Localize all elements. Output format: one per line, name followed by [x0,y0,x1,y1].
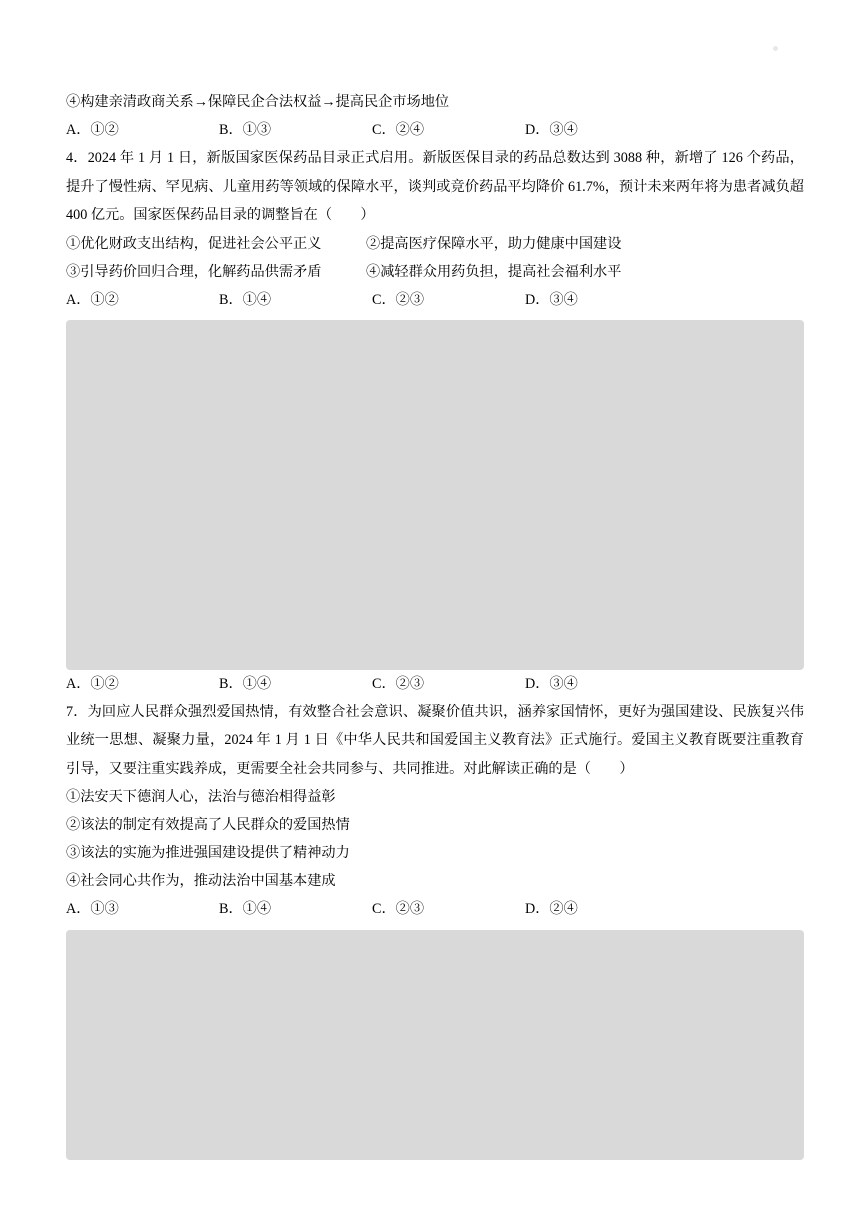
question-4-stem: 4．2024 年 1 月 1 日，新版国家医保药品目录正式启用。新版医保目录的药品总数达到 3088 种，新增了 126 个药品，提升了慢性病、罕见病、儿童用药等领域的保障水平，谈判或竞价药品平均降价 61.7%，预计未来两年将为患者减负超 400 亿元。国家医保药品目录的调整旨在（ ） [66,150,804,223]
option-c[interactable]: C．②③ [372,675,425,692]
question-4-sub-2 [66,258,804,286]
options-q3 [66,116,804,144]
chain-statement-4: ④构建亲清政商关系→保障民企合法权益→提高民企市场地位 [66,94,450,110]
option-d[interactable]: D．③④ [525,291,578,308]
question-5-6-image-placeholder [66,320,804,670]
document-content [66,88,804,1160]
sub-option-1: ①优化财政支出结构，促进社会公平正义 [66,235,322,252]
question-7-sub-2: ②该法的制定有效提高了人民群众的爱国热情 [66,817,350,833]
question-8-image-placeholder [66,930,804,1160]
option-c[interactable]: C．②③ [372,901,425,917]
page-corner-mark [773,46,778,51]
option-c[interactable]: C．②③ [372,291,425,308]
question-7-sub-3: ③该法的实施为推进强国建设提供了精神动力 [66,845,350,861]
option-a[interactable]: A．①② [66,122,119,138]
question-7-sub-1: ①法安天下德润人心，法治与德治相得益彰 [66,789,336,805]
question-7-sub-4: ④社会同心共作为，推动法治中国基本建成 [66,873,336,889]
question-7-stem: 7．为回应人民群众强烈爱国热情，有效整合社会意识、凝聚价值共识，涵养家国情怀，更好为强国建设、民族复兴伟业统一思想、凝聚力量，2024 年 1 月 1 日《中华人民共和国爱国主义教育法》正式施行。爱国主义教育既要注重教育引导，又要注重实践养成，更需要全社会共同参与、共同推进。对此解读正确的是（ ） [66,703,804,777]
option-b[interactable]: B．①④ [219,901,272,917]
options-q7 [66,895,804,923]
option-d[interactable]: D．②④ [525,901,578,917]
option-d[interactable]: D．③④ [525,122,578,138]
option-c[interactable]: C．②④ [372,122,425,138]
sub-option-4: ④减轻群众用药负担，提高社会福利水平 [366,263,622,280]
option-b[interactable]: B．①④ [219,675,272,692]
option-d[interactable]: D．③④ [525,675,578,692]
sub-option-2: ②提高医疗保障水平，助力健康中国建设 [366,235,622,252]
sub-option-3: ③引导药价回归合理，化解药品供需矛盾 [66,263,322,280]
question-4-sub-1 [66,230,804,258]
options-q6 [66,670,804,698]
option-b[interactable]: B．①③ [219,122,272,138]
option-a[interactable]: A．①③ [66,901,119,917]
option-a[interactable]: A．①② [66,675,119,692]
option-b[interactable]: B．①④ [219,291,272,308]
option-a[interactable]: A．①② [66,291,119,308]
options-q4 [66,286,804,314]
